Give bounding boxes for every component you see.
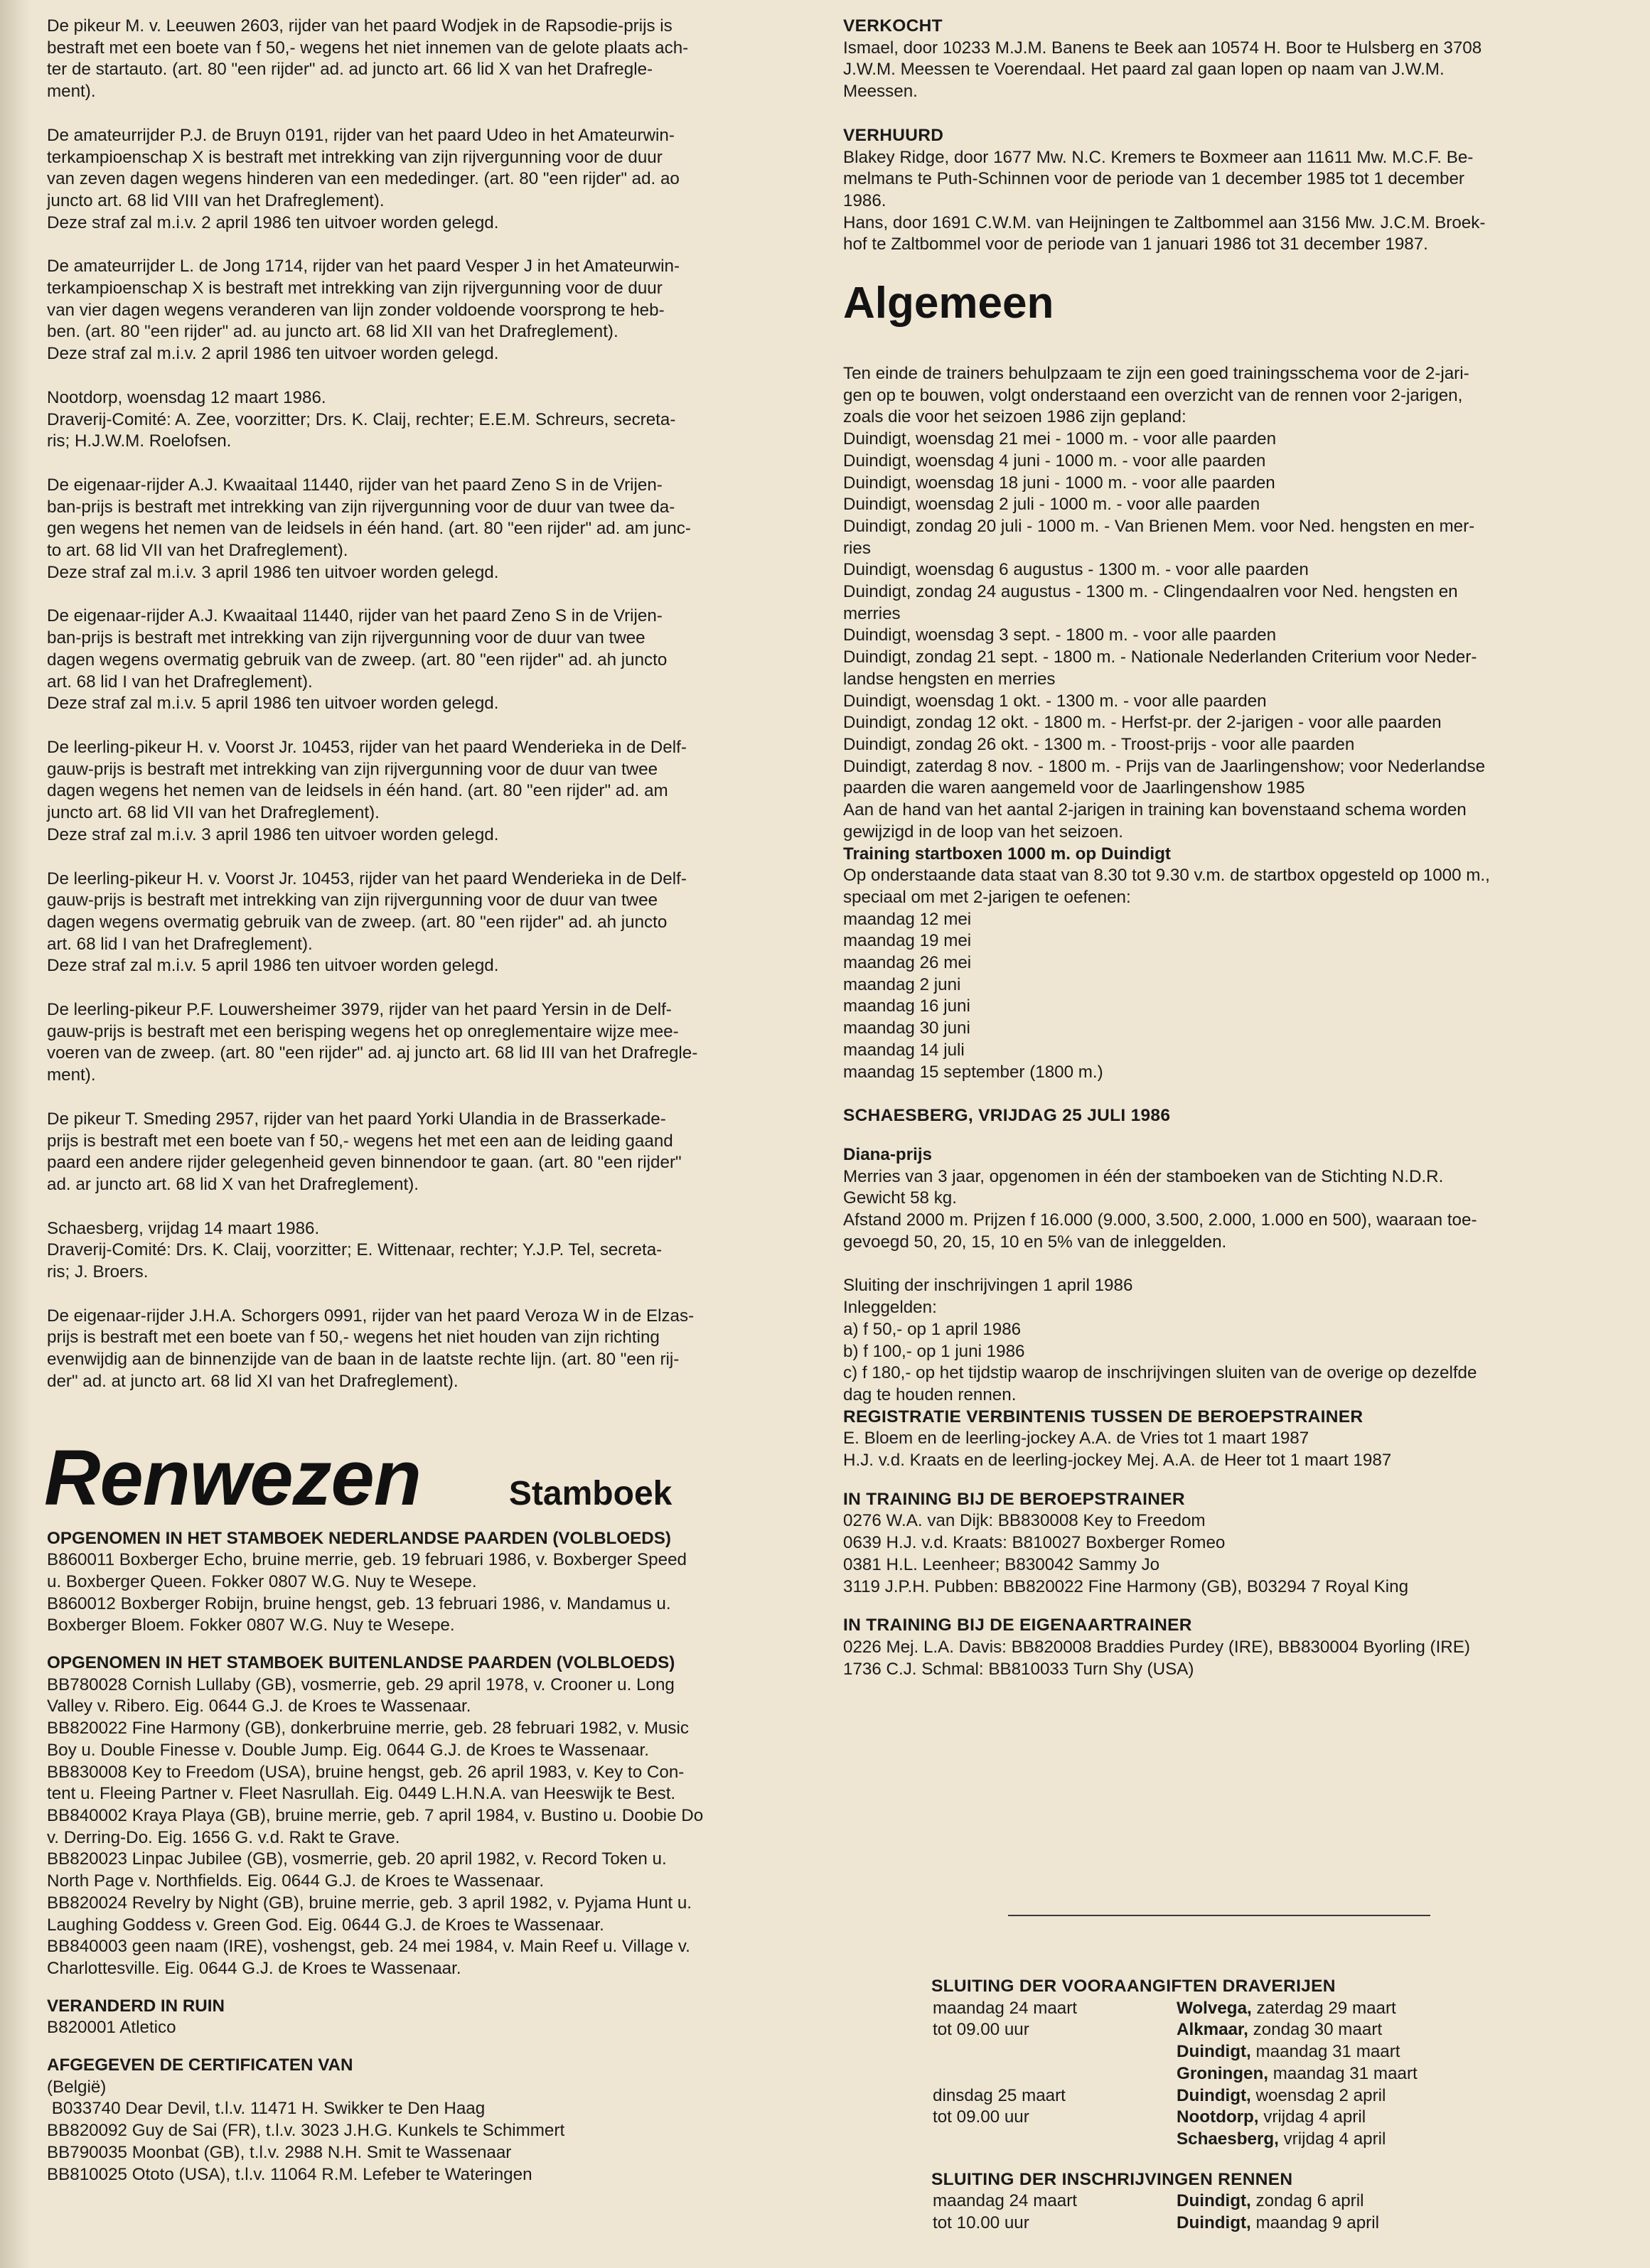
- text-line: gewijzigd in de loop van het seizoen.: [843, 822, 1123, 842]
- text-line: a) f 50,- op 1 april 1986: [843, 1319, 1022, 1339]
- notice-block: [47, 475, 813, 584]
- verhuurd-heading: VERHUURD: [843, 125, 944, 145]
- section-divider: [1008, 1915, 1430, 1916]
- text-line: Duindigt, zaterdag 8 nov. - 1800 m. - Prijs van de Jaarlingenshow; voor Nederlandse: [843, 756, 1486, 776]
- deadline-cell: [931, 2063, 1177, 2085]
- text-line: gevoegd 50, 20, 15, 10 en 5% van de inleggelden.: [843, 1232, 1227, 1252]
- notice-block: [47, 606, 813, 715]
- entry-line: Boy u. Double Finesse v. Double Jump. Eig. 0644 G.J. de Kroes te Wassenaar.: [47, 1740, 649, 1760]
- right-column: [843, 16, 1614, 1702]
- entry-line: Valley v. Ribero. Eig. 0644 G.J. de Kroes te Wassenaar.: [47, 1697, 471, 1716]
- text-line: maandag 12 mei: [843, 909, 972, 929]
- section-heading: OPGENOMEN IN HET STAMBOEK BUITENLANDSE PAARDEN (VOLBLOEDS): [47, 1653, 675, 1673]
- stamboek-section: [47, 2055, 813, 2186]
- meeting-cell: [1177, 2191, 1364, 2213]
- deadline-cell: dinsdag 25 maart: [933, 2085, 1066, 2105]
- notice-paragraph: De eigenaar-rijder A.J. Kwaaitaal 11440, rijder van het paard Zeno S in de Vrijen- ban-prijs is bestraft met intrekking van zijn rijvergunning voor de duur van twee da- gen wegens het nemen van de leidsels in één hand. (art. 80 "een rijder" ad. am junc- to art. 68 lid VII van het Drafreglement). Deze straf zal m.i.v. 3 april 1986 ten uitvoer worden gelegd.: [47, 475, 691, 582]
- stamboek-section: [47, 1996, 813, 2039]
- text-line: maandag 26 mei: [843, 953, 972, 973]
- inschrijvingen-heading: SLUITING DER INSCHRIJVINGEN RENNEN: [931, 2169, 1293, 2189]
- notice-block: [47, 1306, 813, 1393]
- entry-line: North Page v. Northfields. Eig. 0644 G.J. de Kroes te Wassenaar.: [47, 1871, 545, 1891]
- algemeen-schedule: [843, 363, 1614, 843]
- entry-line: BB840002 Kraya Playa (GB), bruine merrie, geb. 7 april 1984, v. Bustino u. Doobie Do: [47, 1806, 704, 1825]
- notice-block: [47, 387, 813, 453]
- meeting-place: Nootdorp,: [1177, 2107, 1259, 2127]
- text-line: Op onderstaande data staat van 8.30 tot 9.30 v.m. de startbox opgesteld op 1000 m.,: [843, 866, 1490, 886]
- schedule-row: [931, 2085, 1614, 2107]
- meeting-cell: [1177, 2041, 1400, 2063]
- notice-block: [47, 16, 813, 103]
- notice-paragraph: De amateurrijder L. de Jong 1714, rijder van het paard Vesper J in het Amateurwin- terkampioenschap X is bestraft met intrekking van zijn rijvergunning voor de duur van vier dagen wegens veranderen van lijn zonder voldoende voorsprong te heb- ben. (art. 80 "een rijder" ad. au juncto art. 68 lid XII van het Drafreglement). Deze straf zal m.i.v. 2 april 1986 ten uitvoer worden gelegd.: [47, 257, 680, 364]
- text-line: merries: [843, 603, 901, 623]
- schaesberg-heading: SCHAESBERG, VRIJDAG 25 JULI 1986: [843, 1106, 1171, 1126]
- text-line: 0639 H.J. v.d. Kraats: B810027 Boxberger Romeo: [843, 1533, 1226, 1553]
- text-line: dag te houden rennen.: [843, 1385, 1017, 1404]
- vooraangiften-heading: SLUITING DER VOORAANGIFTEN DRAVERIJEN: [931, 1977, 1336, 1996]
- text-line: Duindigt, woensdag 18 juni - 1000 m. - voor alle paarden: [843, 473, 1275, 493]
- text-line: maandag 19 mei: [843, 931, 972, 951]
- eigenaar-list: [843, 1637, 1614, 1680]
- verkocht-heading: VERKOCHT: [843, 16, 943, 36]
- meeting-place: Duindigt,: [1177, 2042, 1251, 2062]
- algemeen-title: Algemeen: [843, 279, 1054, 328]
- entry-line: tent u. Fleeing Partner v. Fleet Nasrullah. Eig. 0449 L.H.N.A. van Heeswijk te Best.: [47, 1784, 676, 1804]
- deadline-cell: maandag 24 maart: [933, 1998, 1078, 2018]
- sluiting-tables: [931, 1976, 1614, 2235]
- meeting-place: Duindigt,: [1177, 2085, 1251, 2105]
- renwezen-title: Renwezen: [44, 1434, 421, 1522]
- meeting-cell: [1177, 2107, 1366, 2129]
- entry-line: BB810025 Ototo (USA), t.l.v. 11064 R.M. Lefeber te Wateringen: [47, 2164, 532, 2184]
- text-line: maandag 30 juni: [843, 1019, 970, 1038]
- entry-line: B033740 Dear Devil, t.l.v. 11471 H. Swikker te Den Haag: [47, 2099, 486, 2119]
- text-line: Afstand 2000 m. Prijzen f 16.000 (9.000, 3.500, 2.000, 1.000 en 500), waaraan toe-: [843, 1210, 1477, 1230]
- section-heading: VERANDERD IN RUIN: [47, 1996, 225, 2016]
- text-line: E. Bloem en de leerling-jockey A.A. de Vries tot 1 maart 1987: [843, 1429, 1309, 1449]
- beroeps-heading: IN TRAINING BIJ DE BEROEPSTRAINER: [843, 1489, 1185, 1509]
- text-line: Duindigt, woensdag 1 okt. - 1300 m. - voor alle paarden: [843, 691, 1267, 711]
- section-heading: AFGEGEVEN DE CERTIFICATEN VAN: [47, 2055, 353, 2075]
- training-heading: Training startboxen 1000 m. op Duindigt: [843, 844, 1171, 864]
- stamboek-section: [47, 1528, 813, 1638]
- schedule-row: [931, 2107, 1614, 2129]
- text-line: 1736 C.J. Schmal: BB810033 Turn Shy (USA): [843, 1659, 1194, 1679]
- beroeps-section: [843, 1489, 1614, 1598]
- meeting-date: maandag 31 maart: [1250, 2042, 1400, 2062]
- diana-section: [843, 1144, 1614, 1254]
- text-line: Merries van 3 jaar, opgenomen in één der stamboeken van de Stichting N.D.R.: [843, 1166, 1444, 1186]
- entry-line: BB820024 Revelry by Night (GB), bruine merrie, geb. 3 april 1982, v. Pyjama Hunt u.: [47, 1893, 692, 1913]
- entry-line: Laughing Goddess v. Green God. Eig. 0644 G.J. de Kroes te Wassenaar.: [47, 1915, 604, 1935]
- notice-block: [47, 1109, 813, 1196]
- text-line: landse hengsten en merries: [843, 669, 1056, 689]
- meeting-place: Duindigt,: [1177, 2213, 1251, 2233]
- entry-line: B860012 Boxberger Robijn, bruine hengst, geb. 13 februari 1986, v. Mandamus u.: [47, 1593, 671, 1613]
- registratie-heading: REGISTRATIE VERBINTENIS TUSSEN DE BEROEPSTRAINER: [843, 1407, 1364, 1426]
- meeting-place: Groningen,: [1177, 2063, 1268, 2083]
- entry-line: BB830008 Key to Freedom (USA), bruine hengst, geb. 26 april 1983, v. Key to Con-: [47, 1762, 685, 1782]
- entry-line: (België): [47, 2077, 107, 2097]
- training-section: [843, 844, 1614, 1084]
- notice-paragraph: De leerling-pikeur H. v. Voorst Jr. 10453, rijder van het paard Wenderieka in de Delf- gauw-prijs is bestraft met intrekking van zijn rijvergunning voor de duur van twee dagen wegens het nemen van de leidsels in één hand. (art. 80 "een rijder" ad. am juncto art. 68 lid VII van het Drafreglement). Deze straf zal m.i.v. 3 april 1986 ten uitvoer worden gelegd.: [47, 737, 687, 844]
- text-line: maandag 16 juni: [843, 996, 970, 1016]
- verhuurd-text: Blakey Ridge, door 1677 Mw. N.C. Kremers te Boxmeer aan 11611 Mw. M.C.F. Be- melmans te Puth-Schinnen voor de periode van 1 december 1985 tot 1 december 1986. Hans, door 1691 C.W.M. van Heijningen te Zaltbommel aan 3156 Mw. J.C.M. Broek- hof te Zaltbommel voor de periode van 1 januari 1986 tot 31 december 1987.: [843, 147, 1486, 254]
- meeting-place: Duindigt,: [1177, 2191, 1251, 2211]
- text-line: H.J. v.d. Kraats en de leerling-jockey Mej. A.A. de Heer tot 1 maart 1987: [843, 1451, 1392, 1471]
- sluiting-inschrijvingen: [843, 1275, 1614, 1406]
- entry-line: Charlottesville. Eig. 0644 G.J. de Kroes te Wassenaar.: [47, 1958, 461, 1978]
- diana-heading: Diana-prijs: [843, 1144, 933, 1164]
- meeting-cell: [1177, 2129, 1386, 2151]
- meeting-date: vrijdag 4 april: [1258, 2107, 1366, 2127]
- notice-paragraph: Nootdorp, woensdag 12 maart 1986. Draverij-Comité: A. Zee, voorzitter; Drs. K. Claij, rechter; E.E.M. Schreurs, secreta- ris; H.J.W.M. Roelofsen.: [47, 387, 676, 451]
- renwezen-header: [44, 1434, 813, 1522]
- text-line: maandag 2 juni: [843, 974, 961, 994]
- eigenaar-heading: IN TRAINING BIJ DE EIGENAARTRAINER: [843, 1616, 1192, 1635]
- text-line: maandag 15 september (1800 m.): [843, 1062, 1103, 1082]
- meeting-place: Schaesberg,: [1177, 2129, 1279, 2149]
- verkocht-text: Ismael, door 10233 M.J.M. Banens te Beek aan 10574 H. Boor te Hulsberg en 3708 J.W.M. Meessen te Voerendaal. Het paard zal gaan lopen op naam van J.W.M. Meessen.: [843, 38, 1482, 102]
- text-line: Duindigt, woensdag 21 mei - 1000 m. - voor alle paarden: [843, 429, 1277, 449]
- schedule-row: [931, 2063, 1614, 2085]
- notice-paragraph: De leerling-pikeur H. v. Voorst Jr. 10453, rijder van het paard Wenderieka in de Delf- gauw-prijs is bestraft met intrekking van zijn rijvergunning voor de duur van twee dagen wegens overmatig gebruik van de zweep. (art. 80 "een rijder" ad. ah juncto art. 68 lid I van het Drafreglement). Deze straf zal m.i.v. 5 april 1986 ten uitvoer worden gelegd.: [47, 869, 687, 976]
- meeting-cell: [1177, 2019, 1382, 2041]
- text-line: Ten einde de trainers behulpzaam te zijn een goed trainingsschema voor de 2-jari-: [843, 364, 1469, 384]
- schedule-row: [931, 2041, 1614, 2063]
- inschrijvingen-table: [931, 2169, 1614, 2235]
- text-line: ries: [843, 538, 871, 558]
- text-line: zoals die voor het seizoen 1986 zijn gepland:: [843, 407, 1186, 427]
- meeting-date: woensdag 2 april: [1250, 2085, 1386, 2105]
- notice-block: [47, 999, 813, 1087]
- schedule-row: [931, 1998, 1614, 2020]
- verkocht-section: [843, 16, 1614, 103]
- registratie-section: [843, 1407, 1614, 1472]
- entry-line: v. Derring-Do. Eig. 1656 G. v.d. Rakt te Grave.: [47, 1827, 400, 1847]
- meeting-date: maandag 9 april: [1250, 2213, 1379, 2233]
- notice-paragraph: Schaesberg, vrijdag 14 maart 1986. Draverij-Comité: Drs. K. Claij, voorzitter; E. Wittenaar, rechter; Y.J.P. Tel, secreta- ris; J. Broers.: [47, 1218, 663, 1282]
- text-line: Duindigt, zondag 21 sept. - 1800 m. - Nationale Nederlanden Criterium voor Neder-: [843, 647, 1477, 667]
- meeting-date: zondag 30 maart: [1248, 2020, 1383, 2040]
- deadline-cell: [931, 2041, 1177, 2063]
- notice-block: [47, 737, 813, 847]
- eigenaar-section: [843, 1615, 1614, 1680]
- penalty-notices: [47, 16, 813, 1393]
- entry-line: BB780028 Cornish Lullaby (GB), vosmerrie, geb. 29 april 1978, v. Crooner u. Long: [47, 1675, 675, 1694]
- deadline-cell: tot 10.00 uur: [933, 2213, 1029, 2233]
- beroeps-list: [843, 1510, 1614, 1598]
- text-line: Sluiting der inschrijvingen 1 april 1986: [843, 1276, 1133, 1296]
- notice-paragraph: De leerling-pikeur P.F. Louwersheimer 3979, rijder van het paard Yersin in de Delf- gauw-prijs is bestraft met een berisping wegens het op onreglementaire wijze mee- voeren van de zweep. (art. 80 "een rijder" ad. aj juncto art. 68 lid III van het Drafregle- ment).: [47, 1000, 698, 1085]
- deadline-cell: tot 09.00 uur: [933, 2020, 1029, 2040]
- text-line: b) f 100,- op 1 juni 1986: [843, 1341, 1025, 1361]
- entry-line: B820001 Atletico: [47, 2018, 176, 2038]
- notice-paragraph: De pikeur T. Smeding 2957, rijder van het paard Yorki Ulandia in de Brasserkade- prijs is bestraft met een boete van f 50,- wegens het met een aan de leiding gaand paard een andere rijder gelegenheid geven binnendoor te gaan. (art. 80 "een rijder" ad. ar juncto art. 68 lid X van het Drafreglement).: [47, 1109, 682, 1194]
- text-line: Duindigt, woensdag 4 juni - 1000 m. - voor alle paarden: [843, 451, 1266, 471]
- entry-line: u. Boxberger Queen. Fokker 0807 W.G. Nuy te Wesepe.: [47, 1571, 477, 1591]
- meeting-cell: [1177, 2063, 1418, 2085]
- deadline-cell: maandag 24 maart: [933, 2191, 1078, 2211]
- schedule-row: [931, 2191, 1614, 2213]
- meeting-date: zaterdag 29 maart: [1251, 1998, 1396, 2018]
- text-line: paarden die waren aangemeld voor de Jaarlingenshow 1985: [843, 778, 1305, 798]
- text-line: gen op te bouwen, volgt onderstaand een overzicht van de rennen voor 2-jarigen,: [843, 385, 1463, 405]
- notice-block: [47, 869, 813, 978]
- schaesberg-section: [843, 1105, 1614, 1127]
- text-line: maandag 14 juli: [843, 1040, 965, 1060]
- verhuurd-section: [843, 125, 1614, 256]
- stamboek-title: Stamboek: [508, 1474, 673, 1512]
- left-column: [44, 16, 813, 2201]
- text-line: c) f 180,- op het tijdstip waarop de inschrijvingen sluiten van de overige op dezelfde: [843, 1363, 1477, 1383]
- text-line: 0276 W.A. van Dijk: BB830008 Key to Freedom: [843, 1511, 1206, 1531]
- text-line: Duindigt, zondag 24 augustus - 1300 m. - Clingendaalren voor Ned. hengsten en: [843, 582, 1458, 602]
- text-line: Duindigt, woensdag 6 augustus - 1300 m. - voor alle paarden: [843, 560, 1309, 580]
- text-line: Gewicht 58 kg.: [843, 1188, 957, 1208]
- deadline-cell: tot 09.00 uur: [933, 2107, 1029, 2127]
- entry-line: Boxberger Bloem. Fokker 0807 W.G. Nuy te Wesepe.: [47, 1616, 455, 1635]
- meeting-date: maandag 31 maart: [1268, 2063, 1418, 2083]
- meeting-place: Wolvega,: [1177, 1998, 1252, 2018]
- vooraangiften-table: [931, 1976, 1614, 2151]
- notice-block: [47, 125, 813, 235]
- registratie-list: [843, 1428, 1614, 1471]
- section-heading: OPGENOMEN IN HET STAMBOEK NEDERLANDSE PAARDEN (VOLBLOEDS): [47, 1528, 671, 1548]
- text-line: 3119 J.P.H. Pubben: BB820022 Fine Harmony (GB), B03294 7 Royal King: [843, 1576, 1409, 1596]
- stamboek-sections: [47, 1528, 813, 2186]
- text-line: Duindigt, zondag 26 okt. - 1300 m. - Troost-prijs - voor alle paarden: [843, 734, 1355, 754]
- deadline-cell: [931, 2129, 1177, 2151]
- meeting-cell: [1177, 2213, 1379, 2235]
- meeting-date: vrijdag 4 april: [1278, 2129, 1386, 2149]
- meeting-cell: [1177, 2085, 1386, 2107]
- entry-line: B860011 Boxberger Echo, bruine merrie, geb. 19 februari 1986, v. Boxberger Speed: [47, 1550, 687, 1570]
- entry-line: BB820092 Guy de Sai (FR), t.l.v. 3023 J.H.G. Kunkels te Schimmert: [47, 2121, 565, 2141]
- notice-paragraph: De amateurrijder P.J. de Bruyn 0191, rijder van het paard Udeo in het Amateurwin- terkampioenschap X is bestraft met intrekking van zijn rijvergunning voor de duur van zeven dagen wegens hinderen van een mededinger. (art. 80 "een rijder" ad. ao juncto art. 68 lid VIII van het Drafreglement). Deze straf zal m.i.v. 2 april 1986 ten uitvoer worden gelegd.: [47, 125, 680, 232]
- entry-line: BB820023 Linpac Jubilee (GB), vosmerrie, geb. 20 april 1982, v. Record Token u.: [47, 1849, 667, 1869]
- notice-paragraph: De eigenaar-rijder A.J. Kwaaitaal 11440, rijder van het paard Zeno S in de Vrijen- ban-prijs is bestraft met intrekking van zijn rijvergunning voor de duur van twee dagen wegens overmatig gebruik van de zweep. (art. 80 "een rijder" ad. ah juncto art. 68 lid I van het Drafreglement). Deze straf zal m.i.v. 5 april 1986 ten uitvoer worden gelegd.: [47, 606, 668, 714]
- stamboek-section: [47, 1652, 813, 1980]
- schedule-row: [931, 2129, 1614, 2151]
- text-line: Duindigt, woensdag 3 sept. - 1800 m. - voor alle paarden: [843, 625, 1277, 645]
- schedule-row: [931, 2019, 1614, 2041]
- text-line: Duindigt, zondag 20 juli - 1000 m. - Van Brienen Mem. voor Ned. hengsten en mer-: [843, 516, 1475, 536]
- notice-paragraph: De eigenaar-rijder J.H.A. Schorgers 0991, rijder van het paard Veroza W in de Elzas- prijs is bestraft met een boete van f 50,- wegens het niet houden van zijn richting evenwijdig aan de binnenzijde van de baan in de laatste rechte lijn. (art. 80 "een rij- der" ad. at juncto art. 68 lid XI van het Drafreglement).: [47, 1306, 695, 1391]
- notice-block: [47, 1218, 813, 1284]
- text-line: Inleggelden:: [843, 1298, 937, 1318]
- text-line: 0226 Mej. L.A. Davis: BB820008 Braddies Purdey (IRE), BB830004 Byorling (IRE): [843, 1638, 1470, 1657]
- meeting-cell: [1177, 1998, 1396, 2020]
- schedule-row: [931, 2213, 1614, 2235]
- text-line: 0381 H.L. Leenheer; B830042 Sammy Jo: [843, 1554, 1160, 1574]
- notice-block: [47, 256, 813, 365]
- meeting-date: zondag 6 april: [1250, 2191, 1364, 2211]
- text-line: speciaal om met 2-jarigen te oefenen:: [843, 887, 1131, 907]
- text-line: Duindigt, woensdag 2 juli - 1000 m. - voor alle paarden: [843, 495, 1260, 515]
- training-dates: [843, 865, 1614, 1083]
- text-line: Duindigt, zondag 12 okt. - 1800 m. - Herfst-pr. der 2-jarigen - voor alle paarden: [843, 713, 1442, 733]
- meeting-place: Alkmaar,: [1177, 2020, 1248, 2040]
- entry-line: BB820022 Fine Harmony (GB), donkerbruine merrie, geb. 28 februari 1982, v. Music: [47, 1719, 689, 1738]
- diana-conditions: [843, 1166, 1614, 1254]
- notice-paragraph: De pikeur M. v. Leeuwen 2603, rijder van het paard Wodjek in de Rapsodie-prijs is bestraft met een boete van f 50,- wegens het niet innemen van de gelote plaats ach- ter de startauto. (art. 80 "een rijder" ad. ad juncto art. 66 lid X van het Drafregle- ment).: [47, 16, 689, 102]
- text-line: Aan de hand van het aantal 2-jarigen in training kan bovenstaand schema worden: [843, 800, 1467, 820]
- entry-line: BB840003 geen naam (IRE), voshengst, geb. 24 mei 1984, v. Main Reef u. Village v.: [47, 1937, 690, 1957]
- entry-line: BB790035 Moonbat (GB), t.l.v. 2988 N.H. Smit te Wassenaar: [47, 2142, 512, 2162]
- page-gutter-shadow: [0, 0, 31, 2268]
